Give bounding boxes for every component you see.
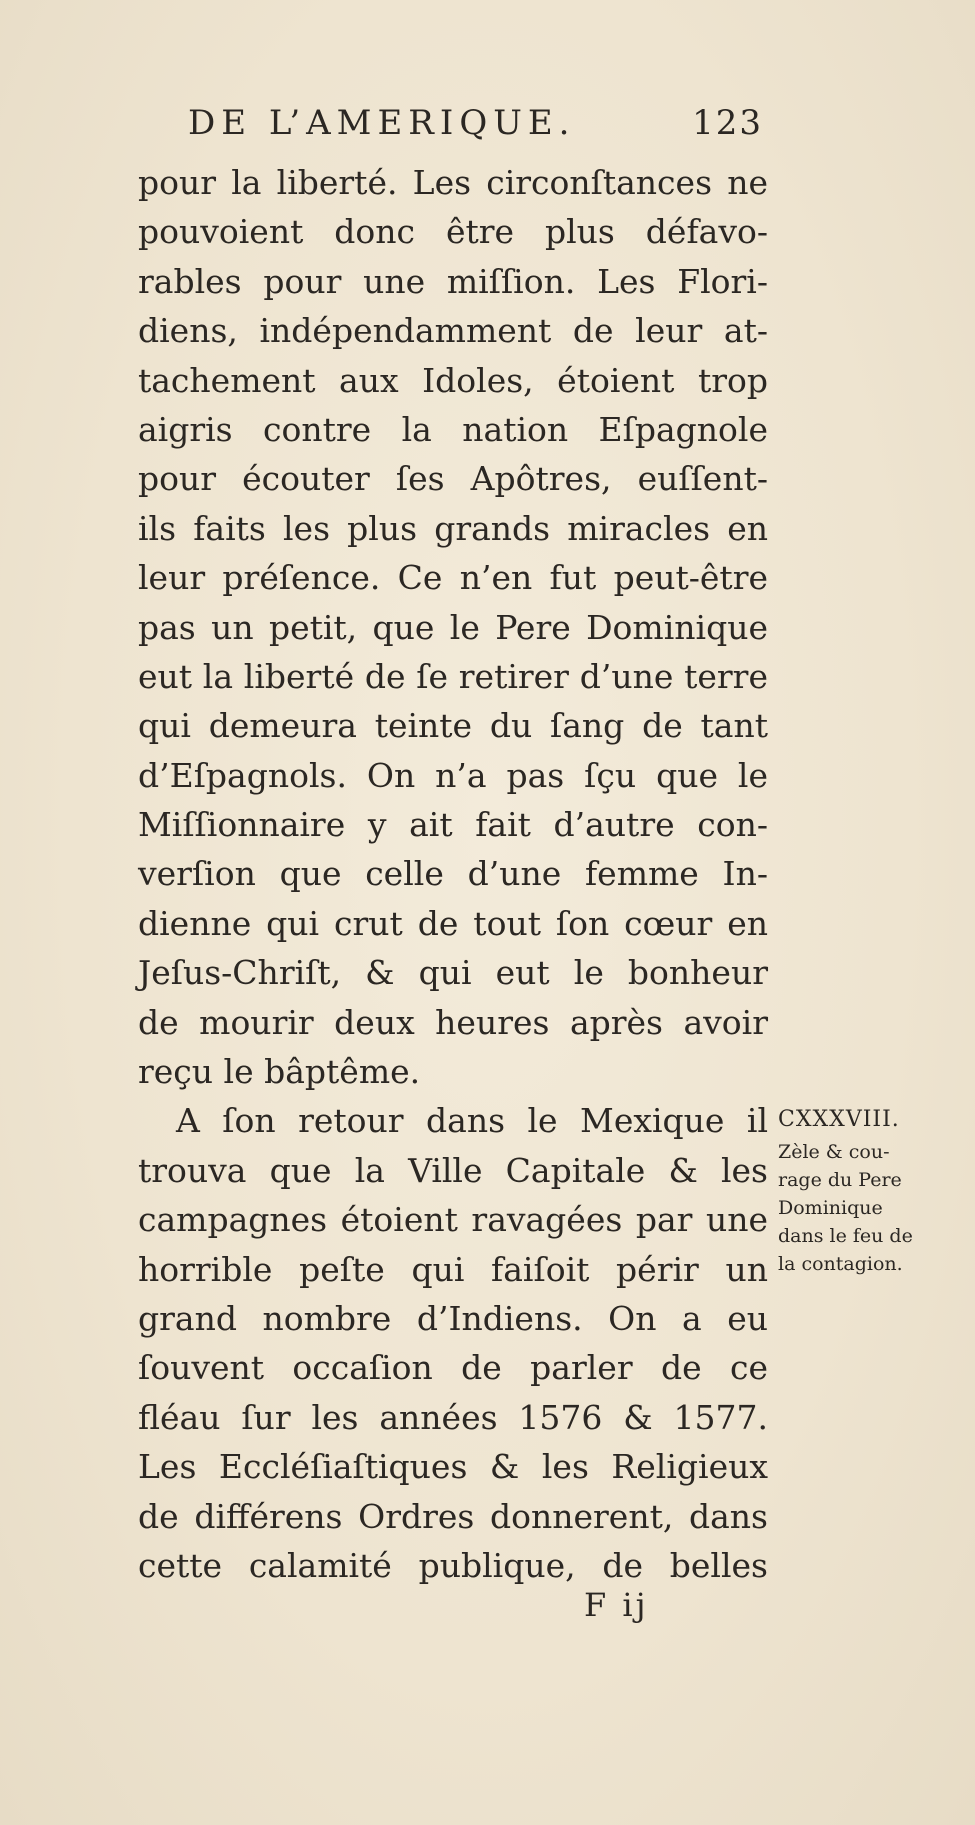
- margin-note-line: Dominique: [778, 1197, 883, 1219]
- text-line: pas un petit, que le Pere Dominique: [138, 607, 768, 647]
- text-line: horrible peſte qui faiſoit périr un: [138, 1249, 768, 1289]
- text-line: pour la liberté. Les circonſtances ne: [138, 163, 768, 202]
- text-line: verſion que celle d’une femme In-: [138, 854, 768, 894]
- margin-note-text: [778, 1138, 968, 1278]
- signature-mark: F ij: [584, 1586, 649, 1624]
- margin-note-line: Zèle & cou-: [778, 1141, 890, 1163]
- text-line: Jeſus-Chriſt, & qui eut le bonheur: [138, 953, 768, 993]
- text-line: eut la liberté de ſe retirer d’une terre: [138, 656, 768, 696]
- text-line: Les Eccléſiaſtiques & les Religieux: [138, 1447, 768, 1487]
- text-line: cette calamité publique, de belles: [138, 1545, 768, 1585]
- text-line: ils faits les plus grands miracles en: [138, 508, 768, 548]
- text-line: campagnes étoient ravagées par une: [138, 1200, 768, 1240]
- text-line: trouva que la Ville Capitale & les: [138, 1150, 768, 1190]
- text-line: rables pour une miſſion. Les Flori-: [138, 261, 768, 301]
- text-line: leur préſence. Ce n’en fut peut-être: [138, 558, 768, 598]
- text-line: aigris contre la nation Eſpagnole: [138, 409, 768, 449]
- text-line: Miſſionnaire y ait fait d’autre con-: [138, 805, 768, 845]
- margin-note: [778, 1102, 968, 1278]
- text-line: dienne qui crut de tout ſon cœur en: [138, 903, 768, 943]
- text-line: de différens Ordres donnerent, dans: [138, 1496, 768, 1536]
- text-line: pouvoient donc être plus défavo-: [138, 212, 768, 252]
- text-line: tachement aux Idoles, étoient trop: [138, 360, 768, 400]
- text-line-paragraph-start: A ſon retour dans le Mexique il: [176, 1101, 768, 1141]
- text-line: grand nombre d’Indiens. On a eu: [138, 1298, 768, 1338]
- text-line: de mourir deux heures après avoir: [138, 1002, 768, 1042]
- text-line: pour écouter ſes Apôtres, euſſent-: [138, 459, 768, 499]
- text-line: ſouvent occaſion de parler de ce: [138, 1348, 768, 1388]
- margin-note-line: rage du Pere: [778, 1169, 902, 1191]
- page-number: 123: [692, 103, 763, 143]
- text-line: fléau ſur les années 1576 & 1577.: [138, 1397, 768, 1437]
- text-line-paragraph-end: reçu le bâptême.: [138, 1052, 421, 1092]
- margin-note-number: CXXXVIII.: [778, 1107, 900, 1132]
- margin-note-line: la contagion.: [778, 1253, 903, 1275]
- page-header: [188, 98, 763, 148]
- body-text: [138, 158, 768, 1590]
- margin-note-line: dans le feu de: [778, 1225, 913, 1247]
- text-line: d’Eſpagnols. On n’a pas ſçu que le: [138, 755, 768, 795]
- text-line: qui demeura teinte du ſang de tant: [138, 706, 768, 746]
- running-title: DE L’AMERIQUE.: [188, 103, 576, 143]
- text-line: diens, indépendamment de leur at-: [138, 311, 768, 351]
